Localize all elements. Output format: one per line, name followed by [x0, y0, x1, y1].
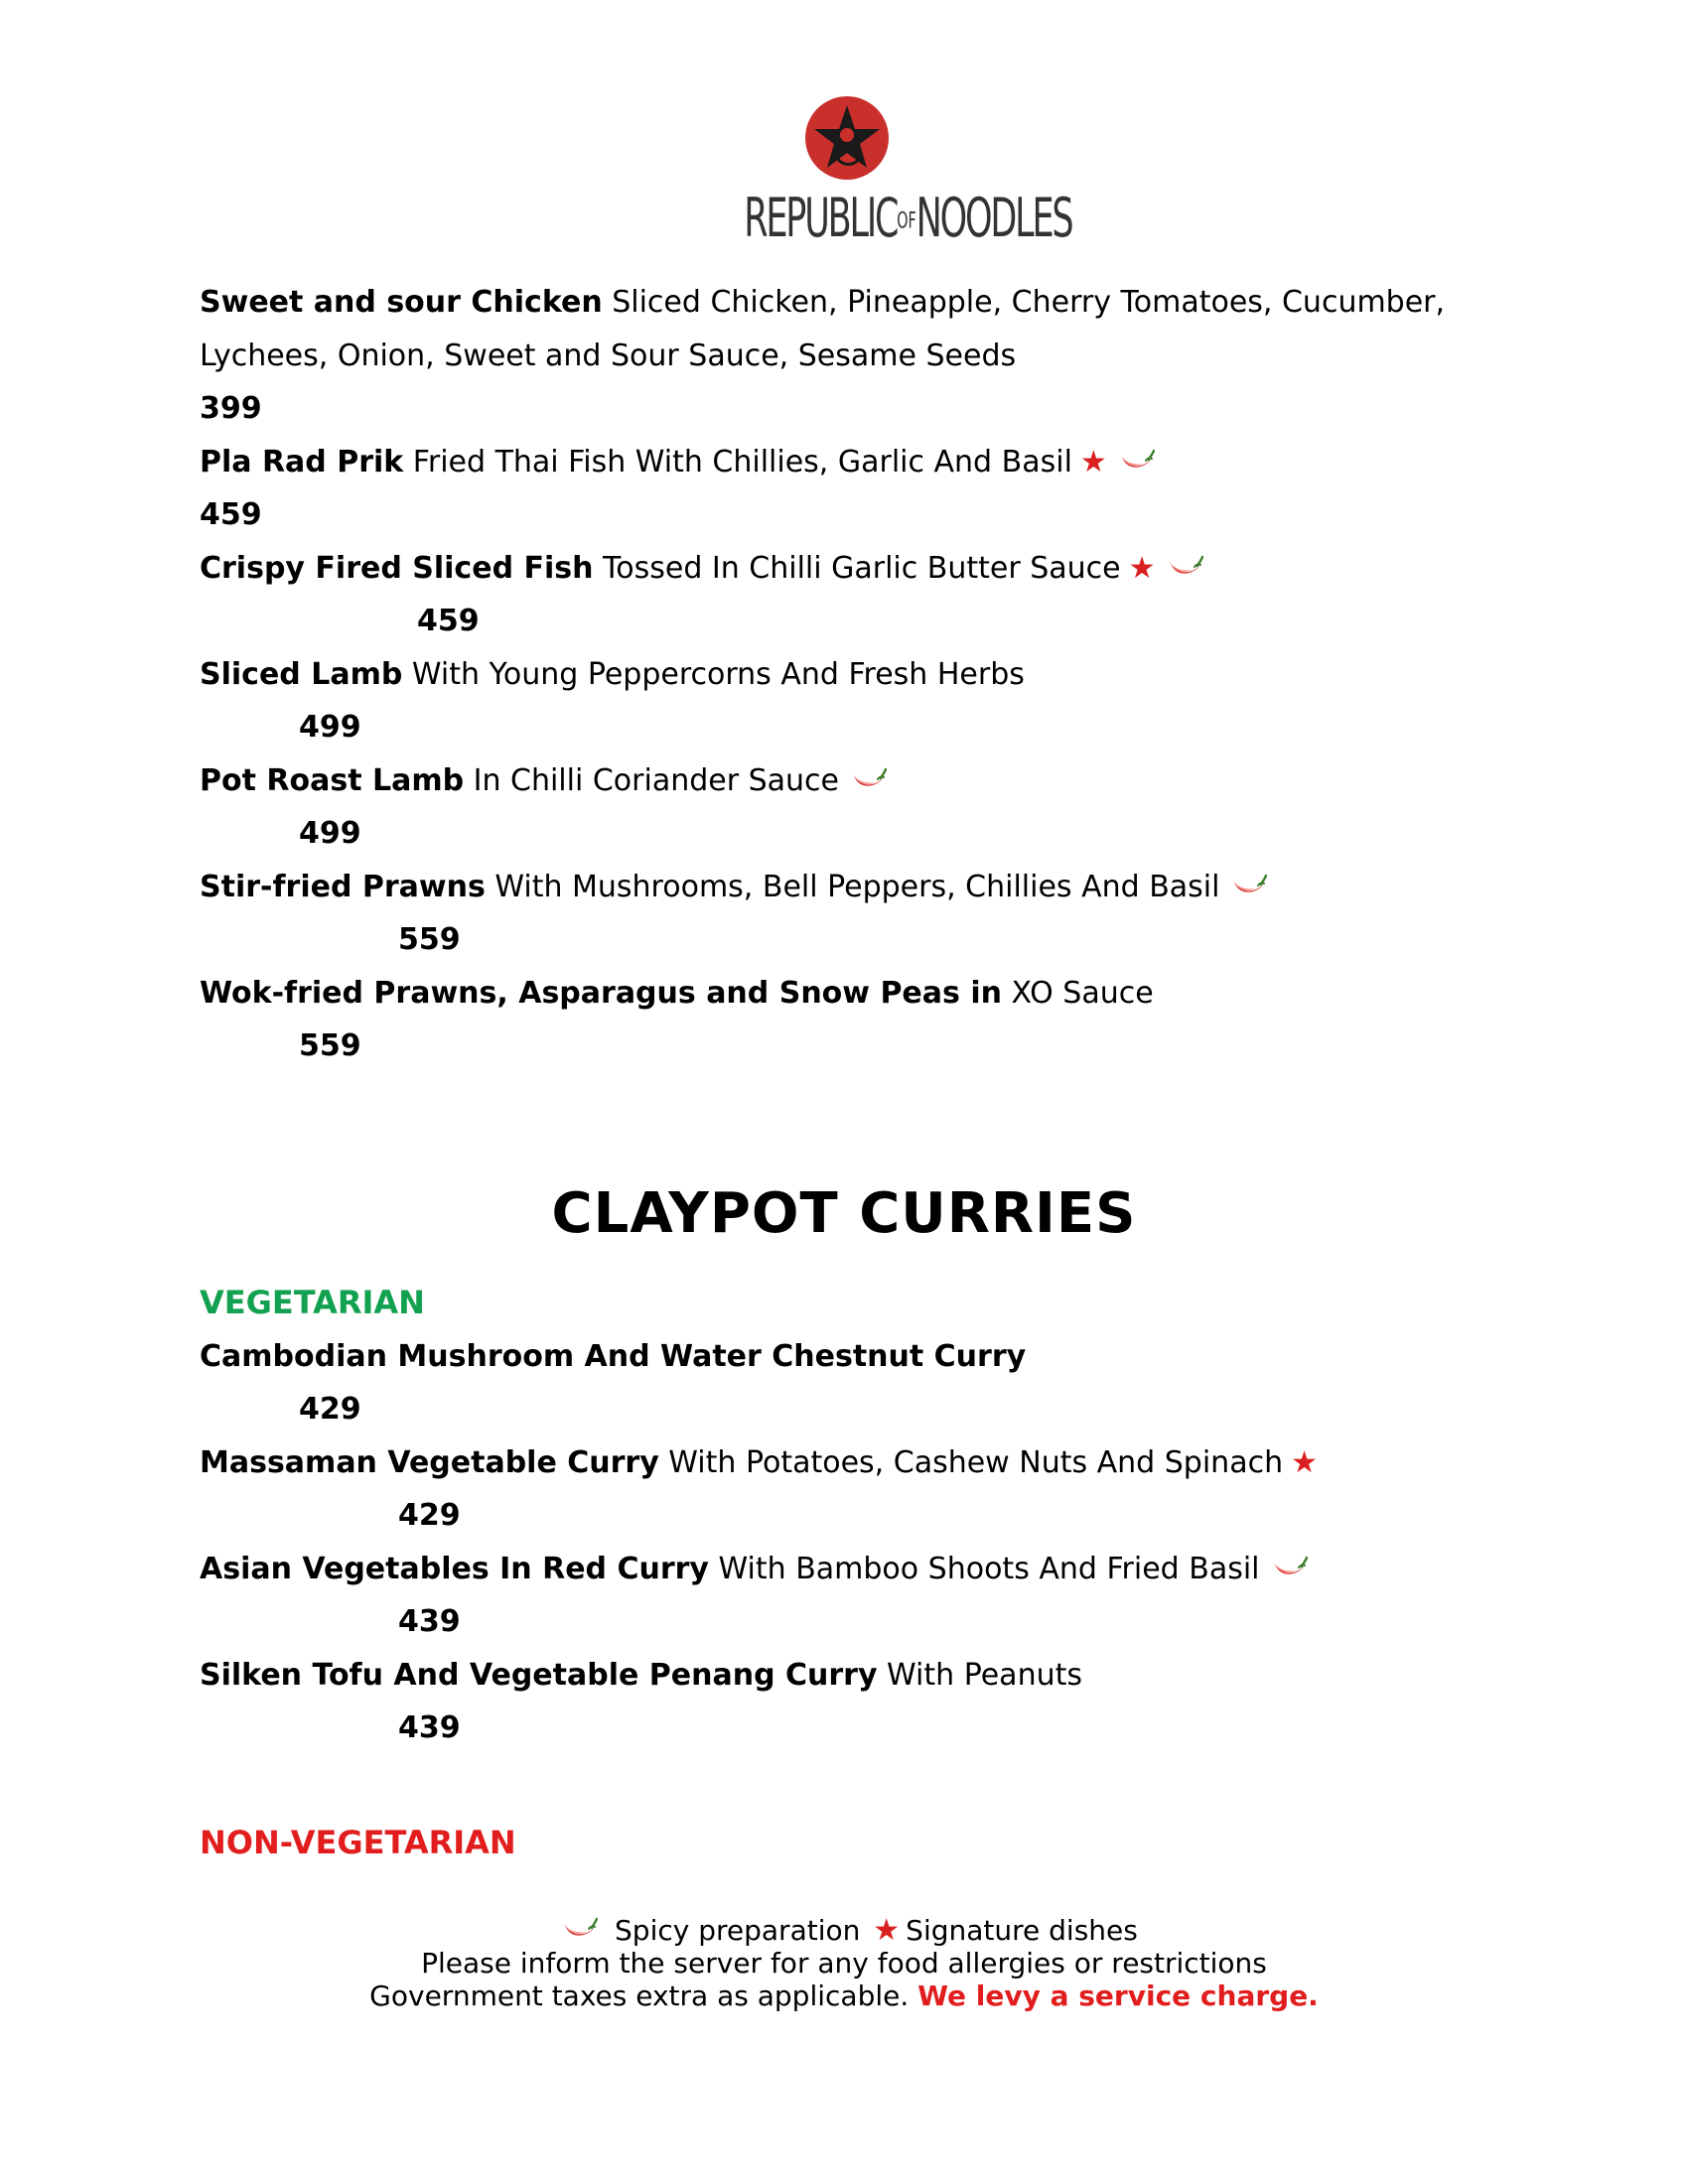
menu-item [200, 542, 1530, 596]
item-desc: Fried Thai Fish With Chillies, Garlic And Basil [403, 444, 1072, 479]
item-name: Pla Rad Prik [200, 444, 404, 479]
logo-emblem-icon [804, 95, 890, 181]
menu-item [200, 1330, 1530, 1384]
item-desc: With Young Peppercorns And Fresh Herbs [402, 656, 1025, 692]
item-price: 499 [299, 816, 361, 851]
item-name: Silken Tofu And Vegetable Penang Curry [200, 1657, 878, 1693]
allergy-note: Please inform the server for any food allergies or restrictions [421, 1947, 1267, 1979]
item-desc: In Chilli Coriander Sauce [464, 762, 839, 798]
item-price: 459 [417, 604, 480, 638]
chili-icon [849, 766, 887, 792]
category-vegetarian: VEGETARIAN [200, 1284, 425, 1321]
item-price: 439 [398, 1710, 461, 1745]
chili-icon [1270, 1555, 1308, 1580]
signature-star-icon: ★ [1291, 1444, 1318, 1480]
chili-icon [560, 1916, 598, 1942]
brand-name-left: REPUBLIC [744, 187, 898, 249]
item-name: Cambodian Mushroom And Water Chestnut Curry [200, 1338, 1027, 1374]
category-nonvegetarian: NON-VEGETARIAN [200, 1824, 516, 1861]
menu-item-desc-cont: Lychees, Onion, Sweet and Sour Sauce, Sesame Seeds [200, 338, 1017, 373]
item-price: 429 [398, 1498, 461, 1533]
menu-item [200, 754, 1530, 808]
item-name: Asian Vegetables In Red Curry [200, 1551, 709, 1586]
item-name: Pot Roast Lamb [200, 762, 465, 798]
item-price: 559 [398, 922, 461, 957]
item-name: Sliced Lamb [200, 656, 403, 692]
item-price: 459 [200, 497, 262, 532]
brand-logo [705, 95, 1072, 254]
item-desc: With Bamboo Shoots And Fried Basil [709, 1551, 1260, 1586]
item-price: 499 [299, 710, 361, 745]
item-price: 399 [200, 391, 262, 426]
item-price: 429 [299, 1392, 361, 1427]
brand-name-right: NOODLES [915, 187, 1072, 249]
menu-items [200, 276, 1530, 1073]
signature-label: Signature dishes [906, 1914, 1138, 1947]
tax-line [0, 1979, 1688, 2012]
menu-item [200, 861, 1530, 914]
menu-footer [0, 1914, 1688, 2012]
chili-icon [1117, 448, 1155, 474]
brand-name-of: OF [897, 208, 916, 234]
menu-item [200, 276, 1530, 330]
vegetarian-section [200, 1277, 1530, 1755]
item-desc: With Mushrooms, Bell Peppers, Chillies And Basil [485, 869, 1220, 904]
item-desc: Sliced Chicken, Pineapple, Cherry Tomatoes, Cucumber, [602, 285, 1446, 320]
nonvegetarian-section [200, 1817, 1530, 1870]
item-desc: Tossed In Chilli Garlic Butter Sauce [593, 550, 1121, 586]
service-note: We levy a service charge. [917, 1979, 1319, 2012]
brand-wordmark [744, 187, 1072, 251]
item-name: Wok-fried Prawns, Asparagus and Snow Peas in [200, 975, 1002, 1011]
item-price: 559 [299, 1028, 361, 1063]
signature-star-icon: ★ [1128, 550, 1156, 586]
item-desc: With Potatoes, Cashew Nuts And Spinach [658, 1444, 1284, 1480]
item-name: Sweet and sour Chicken [200, 285, 603, 320]
section-title: CLAYPOT CURRIES [551, 1181, 1137, 1246]
tax-note: Government taxes extra as applicable. [369, 1979, 918, 2012]
chili-icon [1166, 554, 1203, 580]
menu-item [200, 436, 1530, 489]
legend-line [0, 1914, 1688, 1947]
item-price: 439 [398, 1604, 461, 1639]
item-desc: XO Sauce [1001, 975, 1154, 1011]
menu-item [200, 1649, 1530, 1703]
menu-item [200, 648, 1530, 702]
signature-star-icon: ★ [873, 1913, 901, 1948]
menu-item [200, 1436, 1530, 1490]
item-name: Stir-fried Prawns [200, 869, 486, 904]
item-name: Crispy Fired Sliced Fish [200, 550, 594, 586]
item-name: Massaman Vegetable Curry [200, 1444, 659, 1480]
menu-item [200, 1543, 1530, 1596]
spicy-label: Spicy preparation [615, 1914, 861, 1947]
chili-icon [1229, 873, 1267, 898]
menu-item [200, 967, 1530, 1021]
item-desc: With Peanuts [877, 1657, 1082, 1693]
signature-star-icon: ★ [1079, 444, 1107, 479]
